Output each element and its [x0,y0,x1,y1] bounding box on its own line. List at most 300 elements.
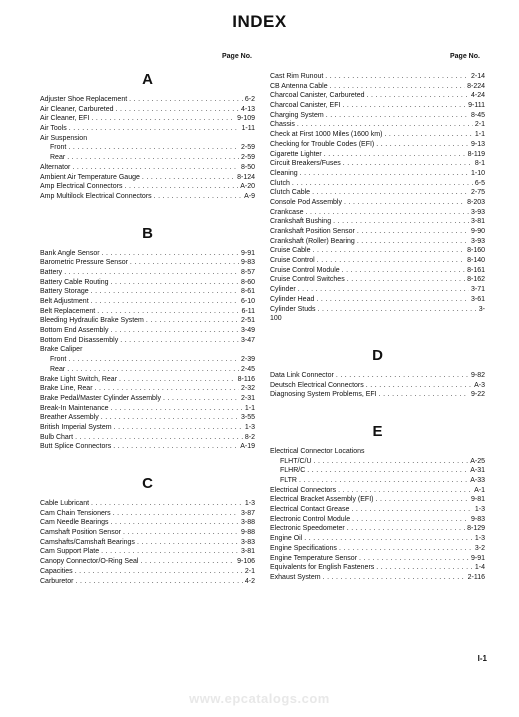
entry-page: 1-11 [241,125,255,133]
dot-leader [110,278,239,288]
entry-topic: Cast Rim Runout [270,73,324,80]
dot-leader [342,101,466,111]
dot-leader [357,237,469,247]
entry-page: 2-31 [240,394,255,402]
entry-page: 1-4 [474,564,485,572]
index-entry [40,336,255,346]
entry-page: 8-119 [467,150,485,158]
index-entry [270,237,485,247]
index-section [40,226,255,472]
entry-topic: Air Cleaner, EFI [40,115,90,123]
entry-topic: Butt Splice Connectors [40,443,112,451]
dot-leader [137,538,239,548]
entry-topic: Brake Light Switch, Rear [40,375,118,383]
dot-leader [67,365,239,375]
entry-topic: Brake Line, Rear [40,385,93,393]
dot-leader [366,381,472,391]
dot-leader [336,371,469,381]
dot-leader [312,246,465,256]
entry-page: 4-24 [470,92,485,100]
index-entry [40,442,255,452]
index-entry [40,528,255,538]
dot-leader [142,173,235,183]
entry-topic: Carburetor [40,577,74,585]
entry-page: 8-203 [467,198,485,206]
entry-page: 3-71 [470,286,485,294]
dot-leader [299,476,468,486]
dot-leader [326,111,469,121]
dot-leader [91,114,235,124]
entry-topic: Engine Temperature Sensor [270,554,358,562]
entry-page: A-31 [470,467,485,475]
dot-leader [123,528,239,538]
dot-leader [116,105,239,115]
entry-page: 3-81 [470,218,485,226]
dot-leader [376,140,469,150]
index-entry [270,534,485,544]
section-letter: D [372,346,383,364]
index-entry [270,505,485,515]
entry-topic: Adjuster Shoe Replacement [40,96,128,103]
index-entry [40,182,255,192]
index-entry [270,82,485,92]
dot-leader [129,95,243,105]
index-entry [270,524,485,534]
index-entry [270,169,485,179]
dot-leader [154,192,242,202]
entry-topic: Cable Lubricant [40,500,90,507]
index-entry [40,355,255,365]
page-no-header-right: Page No. [450,53,480,60]
dot-leader [379,390,469,400]
index-section [270,72,485,344]
entry-topic: Canopy Connector/O-Ring Seal [40,558,139,566]
index-entry [40,297,255,307]
entry-page: 8-129 [467,525,485,533]
entry-page: 2-45 [240,365,255,373]
dot-leader [376,563,473,573]
entry-page: 6-11 [241,307,255,315]
entry-topic: Cam Support Plate [40,548,100,556]
entry-page: 8-60 [240,278,255,286]
entry-topic: Crankshaft Bushing [270,218,332,226]
watermark: www.epcatalogs.com [189,691,330,706]
index-entry [270,120,485,130]
entry-topic: Cylinder [270,286,296,294]
dot-leader [292,179,473,189]
dot-leader [110,326,239,336]
entry-page: 4-13 [240,105,255,113]
entry-topic: Battery [40,268,63,276]
entry-topic: Cam Chain Tensioners [40,509,111,517]
entry-page: 9-109 [237,115,255,123]
entry-page: 2-116 [467,573,485,581]
dot-leader [130,258,239,268]
dot-leader [359,554,469,564]
dot-leader [91,287,239,297]
entry-topic: Cruise Cable [270,247,311,255]
entry-topic: Engine Oil [270,535,303,543]
entry-topic: Exhaust System [270,573,321,581]
index-entry [270,573,485,583]
index-entry [40,499,255,509]
index-entry [40,365,255,375]
dot-leader [72,163,239,173]
dot-leader [330,82,465,92]
entry-page: 3-2 [474,544,485,552]
entry-topic: Bottom End Assembly [40,327,109,335]
index-entry [270,140,485,150]
index-entry [40,518,255,528]
index-entry [40,192,255,202]
index-entry [40,258,255,268]
entry-topic: Cleaning [270,169,298,177]
entry-page: 8-160 [467,247,485,255]
entry-topic: Crankshaft Position Sensor [270,228,355,235]
entry-page: 6-10 [240,298,255,305]
index-entry [40,316,255,326]
entry-page: 8-45 [470,111,485,119]
dot-leader [69,124,240,134]
entry-topic: Battery Storage [40,288,89,296]
dot-leader [344,198,465,208]
index-entry [270,91,485,101]
entry-topic: Charcoal Canister, Carbureted [270,92,365,100]
page-number: I-1 [477,654,487,663]
dot-leader [163,394,239,404]
entry-topic: Data Link Connector [270,371,334,379]
entry-topic: Cruise Control Switches [270,276,345,284]
entry-topic: Bleeding Hydraulic Brake System [40,317,144,325]
index-entry [270,198,485,208]
index-entry [40,114,255,124]
entry-page: 2-14 [470,73,485,80]
entry-topic: Crankshaft (Roller) Bearing [270,237,355,245]
entry-topic: Checking for Trouble Codes (EFI) [270,140,375,148]
index-entry [40,153,255,163]
index-entry [40,375,255,385]
entry-topic: Alternator [40,163,71,171]
entry-page: 6-2 [244,96,255,103]
dot-leader [339,544,473,554]
dot-leader [75,567,243,577]
entry-page: 1-3 [474,535,485,543]
index-entry [40,124,255,134]
dot-leader [333,217,469,227]
section-letter: A [142,71,153,88]
entry-topic: Battery Cable Routing [40,278,109,286]
entry-page: 2-59 [240,154,255,162]
index-entry [40,95,255,105]
dot-leader [347,275,465,285]
entry-page: 3-93 [470,208,485,216]
dot-leader [110,518,239,528]
entry-page: 9-111 [468,102,485,110]
index-entry [40,413,255,423]
index-entry [270,101,485,111]
index-entry [40,423,255,433]
entry-page: 1-3 [474,506,485,514]
entry-page: 9-83 [470,515,485,523]
section-letter: C [142,475,153,492]
entry-topic: Front [50,356,67,364]
entry-page: 3- [478,305,485,313]
dot-leader [312,188,469,198]
dot-leader [384,130,472,140]
dot-leader [323,573,466,583]
dot-leader [297,120,473,130]
dot-leader [91,499,243,509]
page-title: INDEX [232,12,287,31]
index-entry [270,266,485,276]
dot-leader [307,466,468,476]
index-entry [40,567,255,577]
index-entry [40,547,255,557]
dot-leader [140,557,235,567]
entry-page: 9-81 [470,496,485,504]
entry-page: 8-57 [240,268,255,276]
entry-topic: British Imperial System [40,423,112,431]
index-entry [40,538,255,548]
entry-page: 8-116 [237,375,255,383]
entry-topic: Electrical Contact Grease [270,506,350,514]
entry-topic: Belt Replacement [40,307,96,315]
index-entry [40,278,255,288]
index-entry [40,249,255,259]
entry-topic: Camshaft Position Sensor [40,529,121,537]
entry-page: 8-61 [240,288,255,296]
entry-topic: Breather Assembly [40,414,99,422]
entry-topic: Electronic Speedometer [270,525,345,533]
entry-page: A-33 [470,477,485,484]
dot-leader [338,486,472,496]
index-entry [40,307,255,317]
entry-topic: Air Tools [40,125,67,133]
index-heading: Brake Caliper [40,346,83,354]
index-entry [40,404,255,414]
index-entry [270,285,485,295]
entry-topic: Diagnosing System Problems, EFI [270,391,377,399]
index-section [40,72,255,222]
dot-leader [314,457,469,467]
entry-topic: Deutsch Electrical Connectors [270,381,364,389]
entry-page: A-1 [474,486,485,494]
index-entry [40,577,255,587]
entry-page: 8-224 [467,82,485,90]
index-column-right [270,72,485,583]
entry-page: A-20 [240,183,255,191]
entry-page: A-3 [474,381,485,389]
index-entry [40,287,255,297]
index-entry [270,275,485,285]
index-entry [270,72,485,82]
dot-leader [357,227,469,237]
index-entry [270,188,485,198]
page-no-header-left: Page No. [222,53,252,60]
entry-topic: Break-In Maintenance [40,404,109,412]
entry-topic: Equivalents for English Fasteners [270,564,375,572]
entry-page: 9-88 [240,529,255,537]
index-entry [270,256,485,266]
entry-page: 2-39 [240,356,255,364]
entry-page: 9-91 [470,554,485,562]
entry-page: 3-61 [470,295,485,303]
entry-page: 1-10 [470,169,485,177]
index-entry [40,509,255,519]
entry-page: 8-2 [244,433,255,441]
index-section [270,348,485,420]
entry-page: 1-3 [244,500,255,507]
index-entry [40,105,255,115]
index-entry [40,143,255,153]
index-entry [270,381,485,391]
entry-page: 2-51 [240,317,255,325]
entry-page-continued: 100 [270,315,282,323]
index-entry [270,130,485,140]
index-entry [270,371,485,381]
dot-leader [325,72,469,82]
entry-page: 9-106 [237,558,255,566]
section-letter: E [372,422,383,440]
entry-topic: Barometric Pressure Sensor [40,259,128,267]
entry-page: 3-81 [240,548,255,556]
dot-leader [318,305,477,315]
dot-leader [91,297,239,307]
entry-topic: Bank Angle Sensor [40,249,100,257]
entry-topic: Chassis [270,121,295,129]
entry-topic: Amp Multilock Electrical Connectors [40,192,152,200]
entry-topic: FLTR [280,477,297,484]
entry-page: A-9 [244,192,255,200]
entry-page: 8-1 [474,160,485,168]
entry-topic: Electronic Control Module [270,515,351,523]
index-entry [270,390,485,400]
dot-leader [101,547,239,557]
dot-leader [113,442,238,452]
index-entry [270,495,485,505]
entry-page: 3-83 [240,538,255,546]
dot-leader [68,143,239,153]
index-entry [270,544,485,554]
dot-leader [305,208,469,218]
dot-leader [97,307,239,317]
entry-topic: Belt Adjustment [40,298,89,305]
dot-leader [95,384,239,394]
entry-topic: Console Pod Assembly [270,198,342,206]
dot-leader [324,150,466,160]
entry-topic: Cylinder Head [270,295,315,303]
entry-topic: Bulb Chart [40,433,74,441]
dot-leader [124,182,238,192]
dot-leader [146,316,239,326]
entry-page: 3-88 [240,519,255,527]
index-entry [270,563,485,573]
dot-leader [114,423,243,433]
entry-topic: Cylinder Studs [270,305,316,313]
entry-topic: Charcoal Canister, EFI [270,102,341,110]
entry-page: 4-2 [244,577,255,585]
index-entry [270,246,485,256]
entry-topic: Amp Electrical Connectors [40,183,123,191]
dot-leader [367,91,469,101]
dot-leader [317,256,465,266]
index-entry [270,486,485,496]
index-entry [40,326,255,336]
dot-leader [113,509,239,519]
dot-leader [347,524,465,534]
dot-leader [300,169,469,179]
entry-page: 1-3 [244,423,255,431]
entry-topic: Air Cleaner, Carbureted [40,105,114,113]
index-entry [270,217,485,227]
entry-page: 2-75 [470,189,485,197]
index-entry [270,554,485,564]
entry-page: 2-1 [474,121,485,129]
entry-page: 3-93 [470,237,485,245]
index-entry [270,515,485,525]
entry-page: 1-1 [474,131,485,139]
entry-topic: Check at First 1000 Miles (1600 km) [270,131,383,139]
entry-page: 8-161 [467,266,485,274]
index-entry [270,466,485,476]
entry-topic: Camshafts/Camshaft Bearings [40,538,135,546]
index-entry [270,111,485,121]
entry-page: 2-59 [240,144,255,152]
dot-leader [119,375,236,385]
index-entry [40,557,255,567]
dot-leader [110,404,242,414]
entry-topic: Front [50,144,67,152]
index-entry [270,457,485,467]
index-entry [270,208,485,218]
dot-leader [75,433,243,443]
index-entry [270,227,485,237]
entry-topic: Rear [50,154,66,162]
entry-topic: Crankcase [270,208,304,216]
section-letter: B [142,224,153,242]
entry-page: 3-49 [240,327,255,335]
entry-topic: FLHT/C/U [280,457,312,465]
entry-page: 3-47 [240,336,255,344]
entry-topic: Brake Pedal/Master Cylinder Assembly [40,394,161,402]
index-entry [40,268,255,278]
entry-topic: FLHR/C [280,467,306,475]
entry-topic: Engine Specifications [270,544,337,552]
dot-leader [304,534,473,544]
entry-topic: Bottom End Disassembly [40,336,119,344]
index-entry [40,394,255,404]
entry-topic: Clutch [270,179,290,187]
entry-topic: Charging System [270,111,324,119]
index-column-left [40,68,255,586]
entry-page: 9-91 [240,249,255,257]
dot-leader [68,355,239,365]
entry-page: 9-90 [470,228,485,235]
entry-topic: Rear [50,365,66,373]
entry-topic: Cruise Control Module [270,266,340,274]
index-section [270,424,485,583]
dot-leader [67,153,239,163]
entry-topic: Electrical Connectors [270,486,337,494]
dot-leader [351,505,473,515]
entry-page: 8-140 [467,257,485,265]
entry-page: A-19 [240,443,255,451]
dot-leader [102,249,239,259]
entry-topic: Circuit Breakers/Fuses [270,160,341,168]
entry-page: 1-1 [244,404,255,412]
entry-topic: CB Antenna Cable [270,82,328,90]
entry-topic: Capacities [40,567,73,575]
